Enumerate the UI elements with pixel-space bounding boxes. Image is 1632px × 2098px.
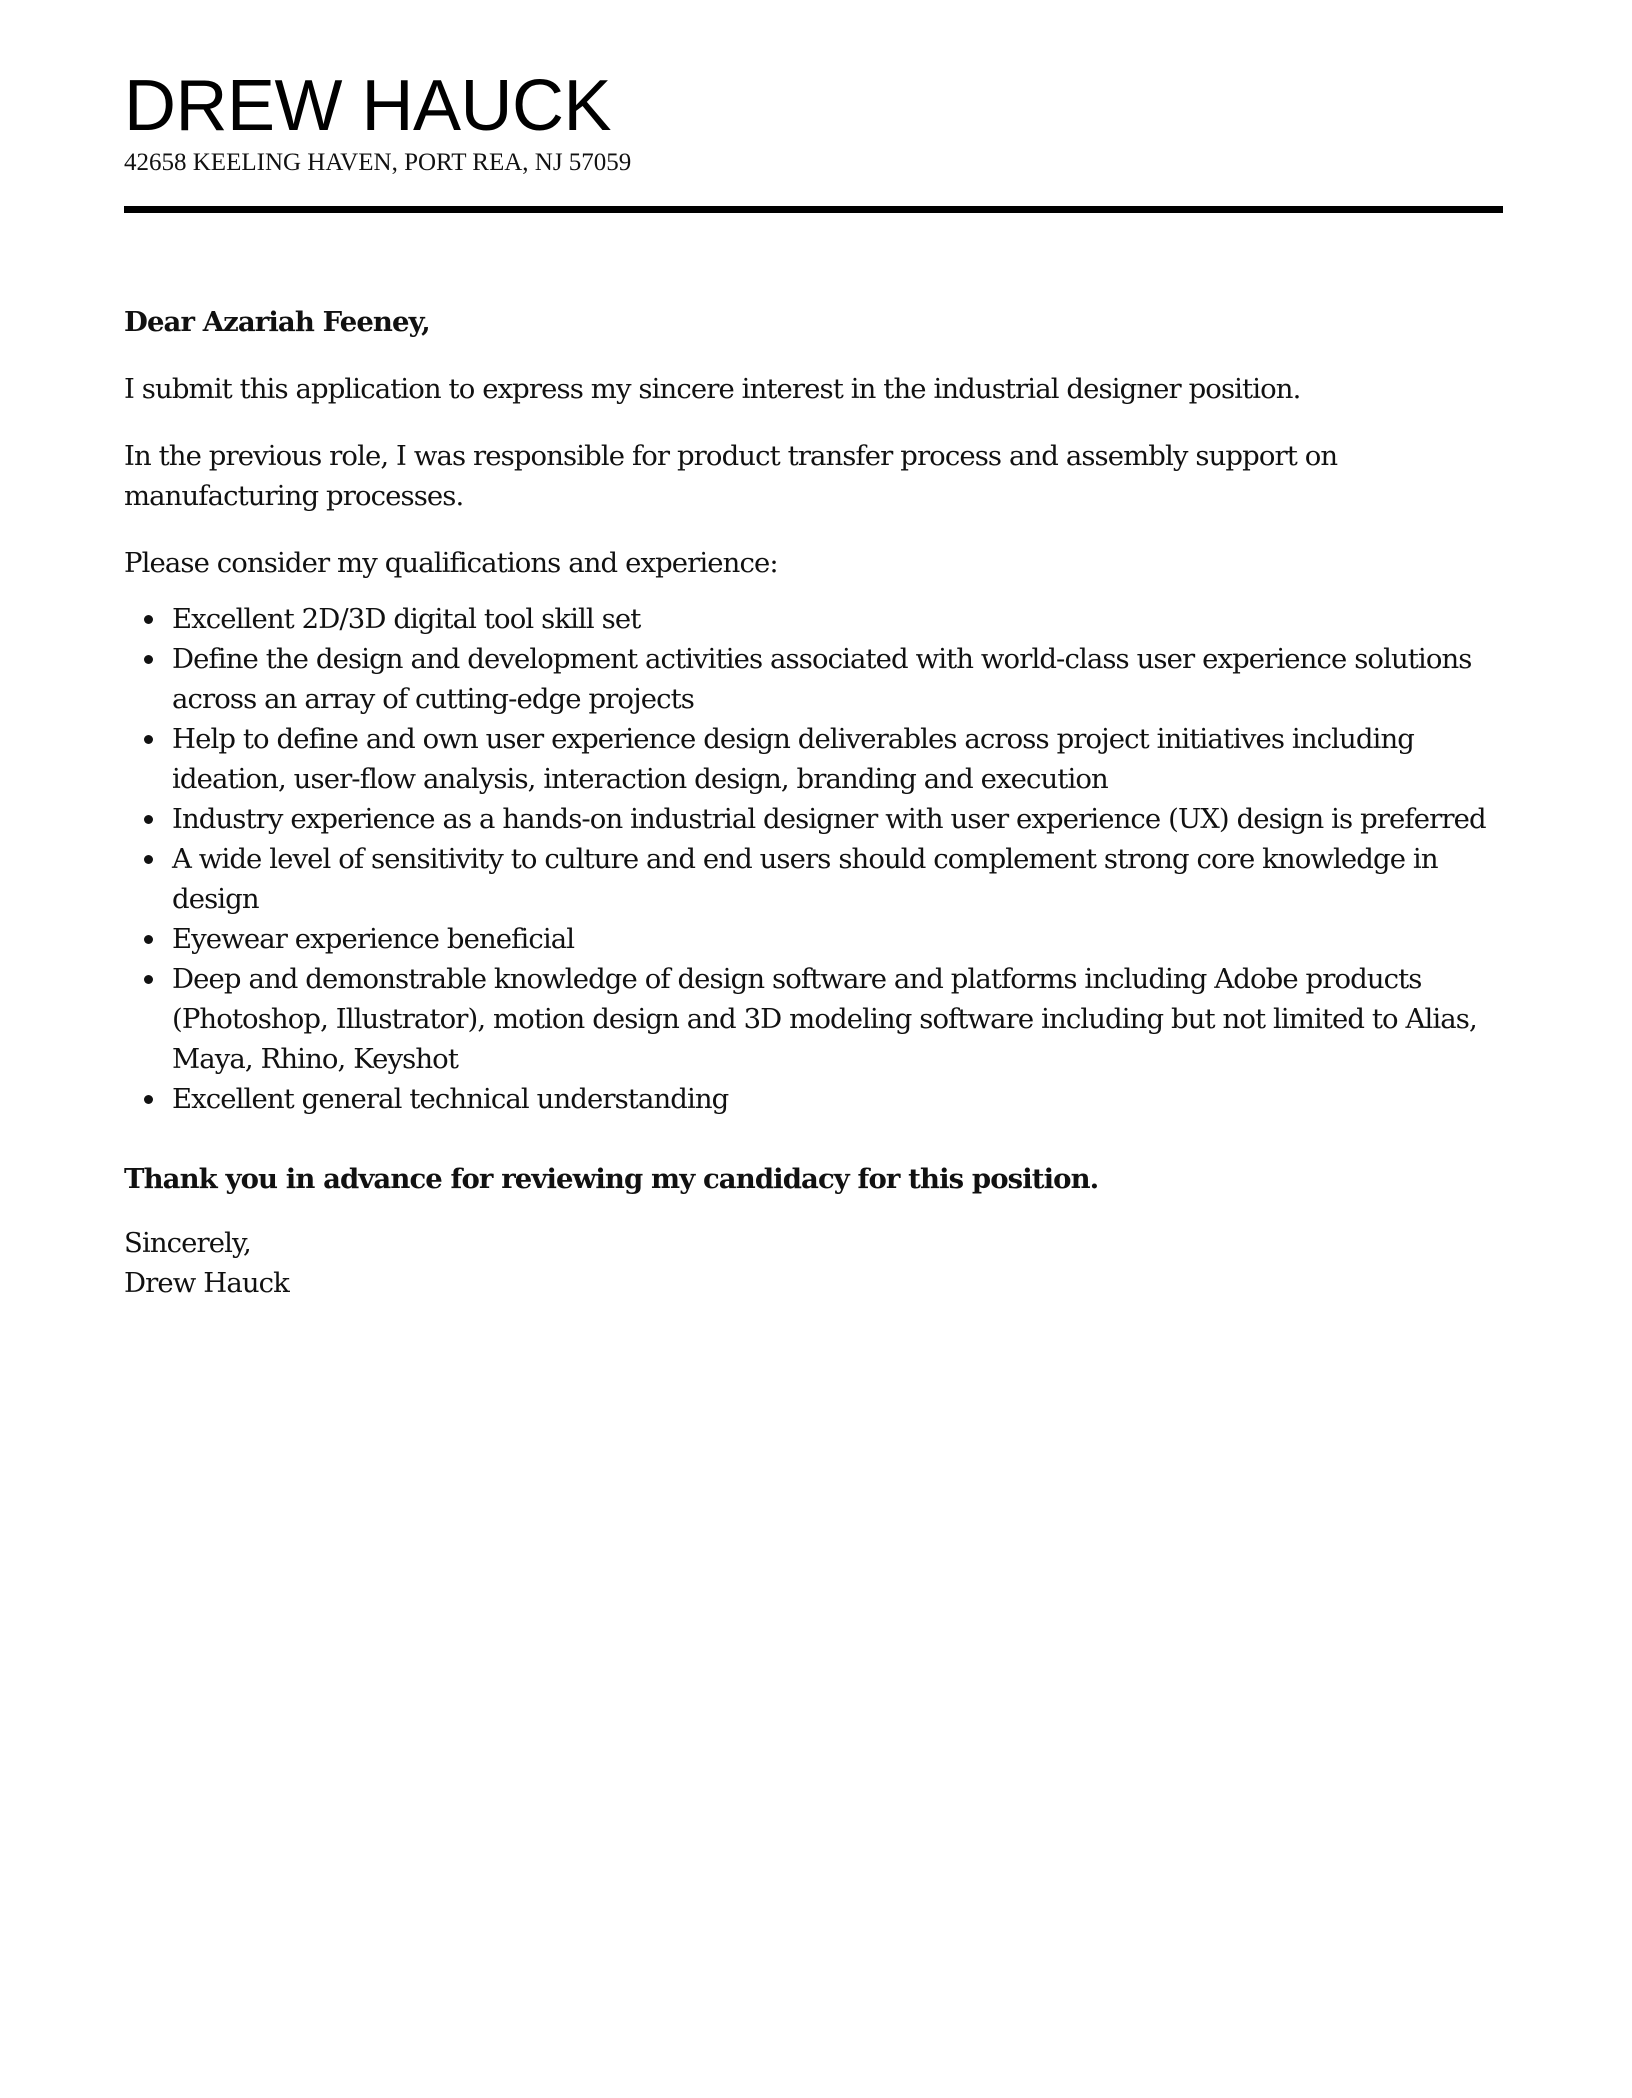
list-item-text: A wide level of sensitivity to culture and end users should complement strong core knowledge in design [172, 843, 1438, 915]
bullet-icon [144, 615, 153, 624]
greeting: Dear Azariah Feeney, [124, 306, 430, 338]
qualifications-list [124, 599, 1503, 1119]
signature: Drew Hauck [124, 1267, 289, 1299]
qualifications-lead: Please consider my qualifications and experience: [124, 547, 778, 579]
list-item [172, 719, 1503, 799]
list-item-text: Eyewear experience beneficial [172, 923, 575, 955]
closing-statement: Thank you in advance for reviewing my candidacy for this position. [124, 1163, 1099, 1195]
list-item [172, 599, 1503, 639]
list-item-text: Industry experience as a hands-on industrial designer with user experience (UX) design is preferred [172, 803, 1486, 835]
list-item-text: Excellent general technical understanding [172, 1083, 729, 1115]
applicant-name: DREW HAUCK [124, 66, 612, 146]
list-item [172, 639, 1503, 719]
bullet-icon [144, 935, 153, 944]
letter-body [124, 302, 1503, 1303]
list-item [172, 1079, 1503, 1119]
list-item [172, 839, 1503, 919]
list-item [172, 919, 1503, 959]
list-item-text: Excellent 2D/3D digital tool skill set [172, 603, 641, 635]
list-item-text: Deep and demonstrable knowledge of design software and platforms including Adobe products (Photoshop, Illustrator), motion design and 3D modeling software including but not limited to Alias, Maya, Rhino, Keyshot [172, 963, 1477, 1075]
bullet-icon [144, 855, 153, 864]
list-item [172, 799, 1503, 839]
list-item [172, 959, 1503, 1079]
bullet-icon [144, 1095, 153, 1104]
experience-paragraph: In the previous role, I was responsible for product transfer process and assembly support on manufacturing processes. [124, 440, 1338, 512]
bullet-icon [144, 975, 153, 984]
signoff: Sincerely, [124, 1227, 251, 1259]
bullet-icon [144, 735, 153, 744]
intro-paragraph: I submit this application to express my sincere interest in the industrial designer position. [124, 373, 1301, 405]
applicant-address: 42658 KEELING HAVEN, PORT REA, NJ 57059 [124, 149, 632, 176]
header-divider [124, 206, 1503, 213]
list-item-text: Help to define and own user experience design deliverables across project initiatives including ideation, user-flow analysis, interaction design, branding and execution [172, 723, 1414, 795]
bullet-icon [144, 815, 153, 824]
bullet-icon [144, 655, 153, 664]
list-item-text: Define the design and development activities associated with world-class user experience solutions across an array of cutting-edge projects [172, 643, 1472, 715]
